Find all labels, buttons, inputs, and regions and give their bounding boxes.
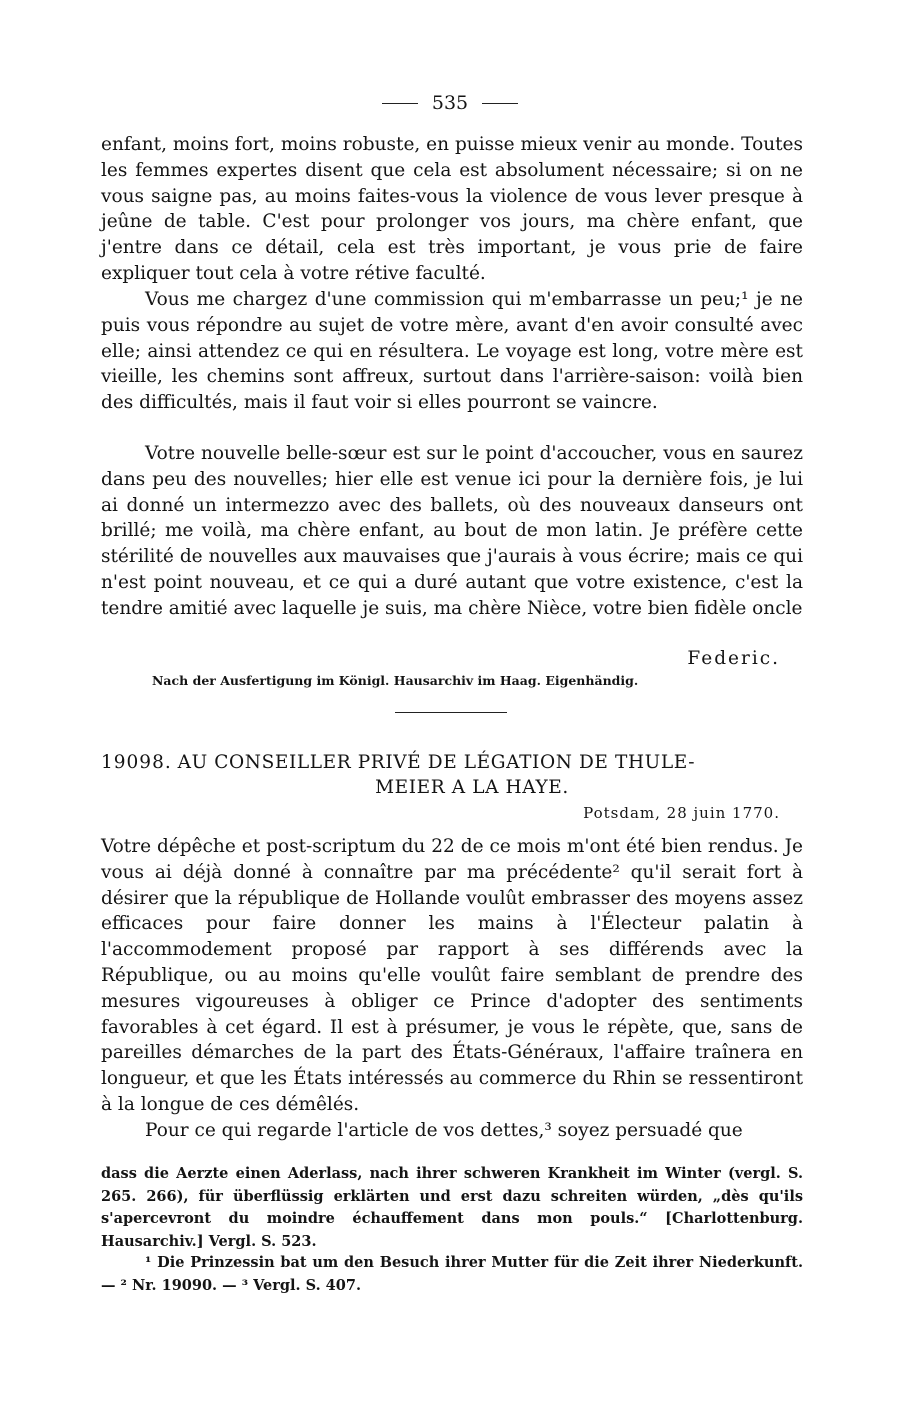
- letter1-paragraph-1: enfant, moins fort, moins robuste, en puisse mieux venir au monde. Toutes les femmes expertes disent que cela est absolument nécessaire; si on ne vous saigne pas, au moins faites-vous la violence de vous lever presque à jeûne de table. C'est pour prolonger vos jours, ma chère enfant, que j'entre dans ce détail, cela est très important, je vous prie de faire expliquer tout cela à votre rétive faculté.: [101, 134, 803, 284]
- letter1-paragraph-3: Votre nouvelle belle-sœur est sur le point d'accoucher, vous en saurez dans peu des nouvelles; hier elle est venue ici pour la dernière fois, je lui ai donné un intermezzo avec des ballets, où des nouveaux danseurs ont brillé; me voilà, ma chère enfant, au bout de mon latin. Je préfère cette stérilité de nouvelles aux mauvaises que j'aurais à vous écrire; mais ce qui n'est point nouveau, et ce qui a duré autant que votre existence, c'est la tendre amitié avec laquelle je suis, ma chère Nièce, votre bien fidèle oncle: [101, 443, 803, 619]
- letter1-paragraph-2: Vous me chargez d'une commission qui m'embarrasse un peu;¹ je ne puis vous répondre au sujet de votre mère, avant d'en avoir consulté avec elle; ainsi attendez ce qui en résultera. Le voyage est long, votre mère est vieille, les chemins sont affreux, surtout dans l'arrière-saison: voilà bien des difficultés, mais il faut voir si elles pourront se vaincre.: [101, 289, 803, 414]
- letter-title-line2: MEIER A LA HAYE.: [375, 777, 569, 798]
- footnote-1: ¹ Die Prinzessin bat um den Besuch ihrer Mutter für die Zeit ihrer Niederkunft. — ² Nr. 19090. — ³ Vergl. S. 407.: [101, 1254, 803, 1294]
- letter-title-line1: AU CONSEILLER PRIVÉ DE LÉGATION DE THULE-: [177, 752, 696, 773]
- header-rule-left: [382, 103, 418, 104]
- page-header: [0, 88, 900, 118]
- letter2-paragraph-2: Pour ce qui regarde l'article de vos dettes,³ soyez persuadé que: [145, 1120, 743, 1141]
- header-rule-right: [482, 103, 518, 104]
- signature: Federic.: [687, 648, 780, 669]
- letter2-paragraph-1: Votre dépêche et post-scriptum du 22 de ce mois m'ont été bien rendus. Je vous ai déjà donné à connaître par ma précédente² qu'il serait fort à désirer que la république de Hollande voulût embrasser des moyens assez efficaces pour faire donner les mains à l'Électeur palatin à l'accommodement proposé par rapport à ses différends avec la République, ou au moins qu'elle voulût faire semblant de prendre des mesures vigoureuses à obliger ce Prince d'adopter des sentiments favorables à cet égard. Il est à présumer, je vous le répète, que, sans de pareilles démarches de la part des États-Généraux, l'affaire traînera en longueur, et que les États intéressés au commerce du Rhin se ressentiront à la longue de ces démêlés.: [101, 836, 803, 1115]
- dateline: Potsdam, 28 juin 1770.: [583, 804, 780, 822]
- section-separator: [395, 712, 507, 713]
- letter-number: 19098.: [101, 752, 172, 773]
- page-number: 535: [431, 92, 469, 114]
- footnote-continued: dass die Aerzte einen Aderlass, nach ihrer schweren Krankheit im Winter (vergl. S. 265. 266), für überflüssig erklärten und erst dazu schreiten würden, „dès qu'ils s'apercevront du moindre échauffement dans mon pouls.“ [Charlottenburg. Hausarchiv.] Vergl. S. 523.: [101, 1165, 803, 1250]
- source-note: Nach der Ausfertigung im Königl. Hausarchiv im Haag. Eigenhändig.: [152, 673, 639, 688]
- letter2-heading: [101, 750, 803, 800]
